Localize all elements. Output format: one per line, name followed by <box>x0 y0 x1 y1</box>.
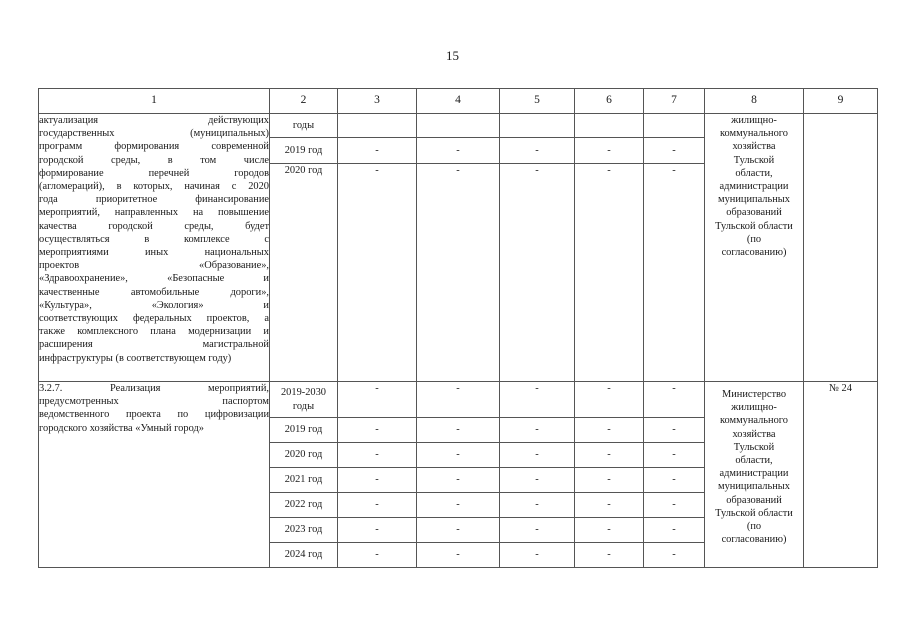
value-cell: - <box>575 443 644 468</box>
col-header: 5 <box>500 89 575 114</box>
value-cell: - <box>338 543 417 568</box>
text-line: соответствующих федеральных проектов, а <box>39 313 269 325</box>
table-row <box>39 382 878 418</box>
value-cell: - <box>338 493 417 518</box>
text-line: формирование перечней городов <box>39 167 269 179</box>
value-cell: - <box>575 468 644 493</box>
text-line: администрации <box>719 181 789 193</box>
text-line: (по <box>746 233 762 245</box>
year-cell: 2021 год <box>270 468 338 493</box>
value-cell: - <box>338 382 417 418</box>
text-line: (агломераций), в которых, начиная с 2020 <box>39 181 269 193</box>
text-line: жилищно- <box>731 402 777 414</box>
value-cell: - <box>644 468 705 493</box>
measure-description <box>39 382 270 568</box>
col-header: 2 <box>270 89 338 114</box>
text-line: «Культура», «Экология» и <box>39 299 269 311</box>
value-cell: - <box>644 382 705 418</box>
text-line: 3.2.7. Реализация мероприятий, <box>39 383 269 394</box>
text-line: также комплексного плана модернизации и <box>39 326 269 338</box>
value-cell: - <box>644 138 705 164</box>
value-cell: - <box>500 382 575 418</box>
value-cell: - <box>417 443 500 468</box>
text-line: коммунального <box>719 415 788 427</box>
text-line: качественные автомобильные дороги», <box>39 286 269 298</box>
table-row <box>39 114 878 138</box>
year-cell: 2020 год <box>270 443 338 468</box>
text-line: городской среды, в том числе <box>39 154 269 166</box>
text-line: ведомственного проекта по цифровизации <box>39 409 269 421</box>
col-header: 3 <box>338 89 417 114</box>
text-line: согласованию) <box>721 534 787 546</box>
value-cell: - <box>417 468 500 493</box>
value-cell: - <box>417 418 500 443</box>
value-cell: - <box>500 164 575 382</box>
measure-description <box>39 114 270 382</box>
value-cell: - <box>417 518 500 543</box>
col-header: 4 <box>417 89 500 114</box>
col-header: 6 <box>575 89 644 114</box>
text-line: жилищно- <box>731 115 777 126</box>
value-cell: - <box>575 138 644 164</box>
text-line: осуществляться в комплексе с <box>39 233 269 245</box>
text-line: программ формирования современной <box>39 141 269 153</box>
col-header: 1 <box>39 89 270 114</box>
text-line: Тульской области <box>715 220 793 232</box>
value-cell: - <box>644 543 705 568</box>
text-line: образований <box>726 207 782 219</box>
value-cell: - <box>500 543 575 568</box>
text-line: расширения магистральной <box>39 339 269 351</box>
value-cell: - <box>338 518 417 543</box>
text-line: области, <box>735 455 773 467</box>
text-line: инфраструктуры (в соответствующем году) <box>39 352 232 364</box>
value-cell: - <box>575 382 644 418</box>
value-cell: - <box>644 443 705 468</box>
value-cell: - <box>338 468 417 493</box>
text-line: предусмотренных паспортом <box>39 396 269 408</box>
text-line: области, <box>735 167 773 179</box>
year-cell: 2022 год <box>270 493 338 518</box>
text-line: образований <box>726 494 782 506</box>
text-line: Тульской <box>733 441 775 453</box>
value-cell: - <box>417 493 500 518</box>
value-cell: - <box>644 518 705 543</box>
col-header: 8 <box>705 89 804 114</box>
text-line: муниципальных <box>718 194 790 206</box>
text-line: актуализация действующих <box>39 115 269 126</box>
value-cell: - <box>644 493 705 518</box>
text-line: хозяйства <box>732 428 776 440</box>
text-line: Тульской области <box>715 507 793 519</box>
value-cell: - <box>644 418 705 443</box>
value-cell: - <box>500 138 575 164</box>
executor-cell <box>705 114 804 382</box>
header-row <box>39 89 878 114</box>
value-cell: - <box>575 543 644 568</box>
value-cell: - <box>644 164 705 382</box>
text-line: качества городской среды, будет <box>39 220 269 232</box>
value-cell: - <box>500 468 575 493</box>
note-cell <box>804 114 878 382</box>
text-line: Министерство <box>721 389 787 400</box>
value-cell: - <box>417 382 500 418</box>
year-cell: годы <box>270 114 338 138</box>
text-line: коммунального <box>719 128 788 140</box>
value-cell: - <box>500 418 575 443</box>
value-cell: - <box>338 443 417 468</box>
value-cell: - <box>417 543 500 568</box>
text-line: городского хозяйства «Умный город» <box>39 422 204 434</box>
year-cell: 2019 год <box>270 418 338 443</box>
value-cell: - <box>417 138 500 164</box>
text-line: (по <box>746 521 762 533</box>
col-header: 9 <box>804 89 878 114</box>
value-cell: - <box>500 493 575 518</box>
col-header: 7 <box>644 89 705 114</box>
text-line: мероприятиями иных национальных <box>39 247 269 259</box>
year-cell: 2019-2030 годы <box>270 382 338 418</box>
value-cell: - <box>338 138 417 164</box>
value-cell: - <box>338 418 417 443</box>
value-cell: - <box>500 518 575 543</box>
text-line: проектов «Образование», <box>39 260 269 272</box>
year-cell: 2019 год <box>270 138 338 164</box>
year-cell: 2023 год <box>270 518 338 543</box>
value-cell: - <box>500 443 575 468</box>
year-cell: 2020 год <box>270 164 338 382</box>
text-line: государственных (муниципальных) <box>39 128 269 140</box>
text-line: года приоритетное финансирование <box>39 194 269 206</box>
note-cell: № 24 <box>804 382 878 568</box>
text-line: муниципальных <box>718 481 790 493</box>
page-number: 15 <box>446 48 459 63</box>
executor-cell <box>705 382 804 568</box>
year-cell: 2024 год <box>270 543 338 568</box>
text-line: Тульской <box>733 154 775 166</box>
text-line: хозяйства <box>732 141 776 153</box>
value-cell: - <box>575 164 644 382</box>
value-cell: - <box>417 164 500 382</box>
program-table <box>38 88 878 568</box>
value-cell: - <box>575 518 644 543</box>
text-line: администрации <box>719 468 789 480</box>
text-line: «Здравоохранение», «Безопасные и <box>39 273 269 285</box>
text-line: согласованию) <box>721 247 787 259</box>
value-cell: - <box>575 418 644 443</box>
value-cell: - <box>575 493 644 518</box>
value-cell: - <box>338 164 417 382</box>
text-line: мероприятий, направленных на повышение <box>39 207 269 219</box>
